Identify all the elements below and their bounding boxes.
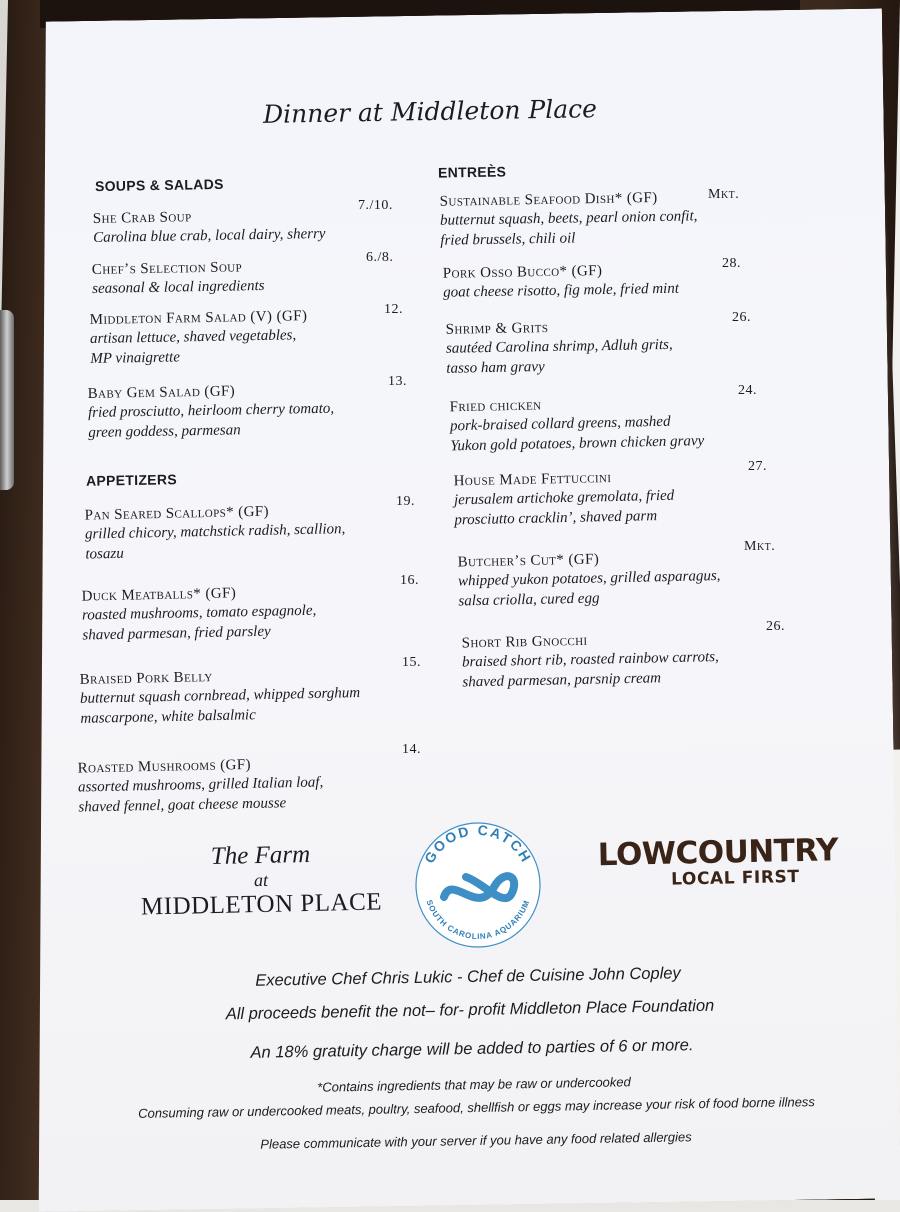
good-catch-bottom-text: SOUTH CAROLINA AQUARIUM bbox=[424, 898, 532, 942]
footer-allergy-notice: Please communicate with your server if you have any food related allergies bbox=[260, 1129, 692, 1152]
item-price: Mkt. bbox=[744, 539, 776, 554]
item-price: 27. bbox=[748, 459, 767, 474]
section-heading-soups-salads: SOUPS & SALADS bbox=[94, 175, 224, 195]
footer-raw-notice: *Contains ingredients that may be raw or undercooked bbox=[317, 1074, 631, 1095]
footer-chefs: Executive Chef Chris Lukic - Chef de Cuisine John Copley bbox=[255, 964, 681, 990]
item-description: tasso ham gravy bbox=[446, 359, 545, 377]
good-catch-top-text: GOOD CATCH bbox=[420, 821, 536, 866]
item-price: 19. bbox=[396, 494, 415, 509]
menu-item-short-rib-gnocchi bbox=[461, 628, 792, 693]
menu-item-baby-gem-salad bbox=[88, 379, 429, 443]
item-description: butternut squash cornbread, whipped sorghum bbox=[79, 685, 361, 707]
item-name: Sustainable Seafood Dish* (GF) bbox=[439, 189, 658, 210]
footer-gratuity: An 18% gratuity charge will be added to parties of 6 or more. bbox=[250, 1036, 694, 1062]
farm-logo bbox=[125, 839, 397, 923]
item-price: 28. bbox=[722, 256, 741, 271]
item-name: Roasted Mushrooms (GF) bbox=[77, 756, 252, 777]
section-heading-entrees: ENTREÈS bbox=[437, 163, 507, 181]
section-heading-appetizers: APPETIZERS bbox=[85, 471, 178, 489]
item-name: Shrimp & Grits bbox=[445, 320, 549, 338]
menu-item-pork-osso-bucco bbox=[443, 259, 764, 303]
item-description: green goddess, parmesan bbox=[88, 422, 241, 441]
item-name: House Made Fettuccini bbox=[453, 470, 612, 490]
fork-handle bbox=[0, 310, 14, 490]
menu-item-pan-seared-scallops bbox=[84, 499, 425, 564]
item-name: Butcher’s Cut* (GF) bbox=[457, 551, 600, 571]
item-price: 7./10. bbox=[358, 198, 393, 213]
item-description: MP vinaigrette bbox=[90, 349, 181, 367]
item-description: Carolina blue crab, local dairy, sherry bbox=[93, 225, 326, 246]
item-price: 14. bbox=[402, 742, 421, 757]
footer-proceeds: All proceeds benefit the not– for- profit Middleton Place Foundation bbox=[225, 996, 715, 1024]
menu-item-shrimp-grits bbox=[446, 315, 767, 379]
item-name: Baby Gem Salad (GF) bbox=[87, 383, 236, 402]
menu-item-fried-chicken bbox=[449, 392, 770, 457]
item-price: 13. bbox=[388, 374, 407, 389]
item-description: roasted mushrooms, tomato espagnole, bbox=[81, 602, 317, 624]
item-price: 16. bbox=[400, 573, 419, 588]
item-price: 15. bbox=[402, 655, 421, 670]
menu-item-roasted-mushrooms bbox=[77, 752, 418, 817]
menu-item-butchers-cut bbox=[457, 547, 788, 612]
farm-logo-line3: MIDDLETON PLACE bbox=[140, 888, 383, 921]
item-price: 12. bbox=[384, 302, 403, 317]
item-description: sautéed Carolina shrimp, Adluh grits, bbox=[445, 336, 673, 357]
item-description: seasonal & local ingredients bbox=[92, 277, 265, 297]
item-name: Chef’s Selection Soup bbox=[91, 259, 243, 278]
farm-logo-line2: at bbox=[253, 869, 269, 891]
item-description: prosciutto cracklin’, shaved parm bbox=[454, 508, 658, 529]
menu-title: Dinner at Middleton Place bbox=[262, 94, 598, 129]
item-description: assorted mushrooms, grilled Italian loaf, bbox=[77, 774, 324, 796]
item-description: tosazu bbox=[85, 545, 124, 563]
menu-item-house-made-fettuccini bbox=[453, 466, 774, 531]
item-description: pork-braised collard greens, mashed bbox=[449, 413, 671, 435]
item-description: salsa criolla, cured egg bbox=[458, 590, 600, 610]
item-description: artisan lettuce, shaved vegetables, bbox=[89, 327, 297, 347]
lowcountry-line2: LOCAL FIRST bbox=[670, 866, 800, 890]
item-name: Duck Meatballs* (GF) bbox=[81, 585, 237, 605]
item-name: She Crab Soup bbox=[92, 209, 192, 227]
item-name: Fried chicken bbox=[449, 397, 542, 416]
item-description: whipped yukon potatoes, grilled asparagus, bbox=[457, 567, 721, 590]
item-description: braised short rib, roasted rainbow carrots, bbox=[461, 649, 719, 671]
item-description: grilled chicory, matchstick radish, scallion, bbox=[84, 521, 346, 543]
item-description: jerusalem artichoke gremolata, fried bbox=[453, 487, 675, 509]
good-catch-logo bbox=[408, 813, 548, 953]
lowcountry-line1: LOWCOUNTRY bbox=[597, 832, 839, 874]
item-name: Pork Osso Bucco* (GF) bbox=[442, 263, 603, 282]
menu-item-duck-meatballs bbox=[81, 580, 422, 645]
menu-item-braised-pork-belly bbox=[79, 663, 450, 729]
menu-item-middleton-farm-salad bbox=[90, 305, 431, 369]
item-description: shaved parmesan, parsnip cream bbox=[462, 670, 662, 691]
farm-logo-line1: The Farm bbox=[210, 840, 311, 871]
item-name: Middleton Farm Salad (V) (GF) bbox=[89, 308, 308, 328]
item-description: goat cheese risotto, fig mole, fried mint bbox=[443, 280, 680, 301]
item-description: shaved fennel, goat cheese mousse bbox=[78, 795, 287, 816]
item-name: Braised Pork Belly bbox=[79, 669, 213, 688]
item-name: Short Rib Gnocchi bbox=[461, 632, 588, 652]
item-description: Yukon gold potatoes, brown chicken gravy bbox=[450, 433, 705, 455]
item-price: 24. bbox=[738, 383, 757, 398]
item-description: butternut squash, beets, pearl onion confit, bbox=[439, 208, 698, 229]
item-price: 6./8. bbox=[366, 250, 394, 265]
lowcountry-local-first-logo bbox=[597, 832, 839, 890]
item-price: Mkt. bbox=[708, 187, 740, 202]
item-price: 26. bbox=[732, 310, 751, 325]
item-price: 26. bbox=[766, 619, 785, 634]
item-description: mascarpone, white balsalmic bbox=[80, 707, 256, 727]
item-description: shaved parmesan, fried parsley bbox=[82, 623, 271, 644]
item-name: Pan Seared Scallops* (GF) bbox=[84, 503, 270, 524]
footer-consuming-warning: Consuming raw or undercooked meats, poultry, seafood, shellfish or eggs may increase your risk of food borne illness bbox=[137, 1094, 815, 1121]
item-description: fried brussels, chili oil bbox=[440, 230, 576, 249]
item-description: fried prosciutto, heirloom cherry tomato, bbox=[87, 400, 335, 421]
